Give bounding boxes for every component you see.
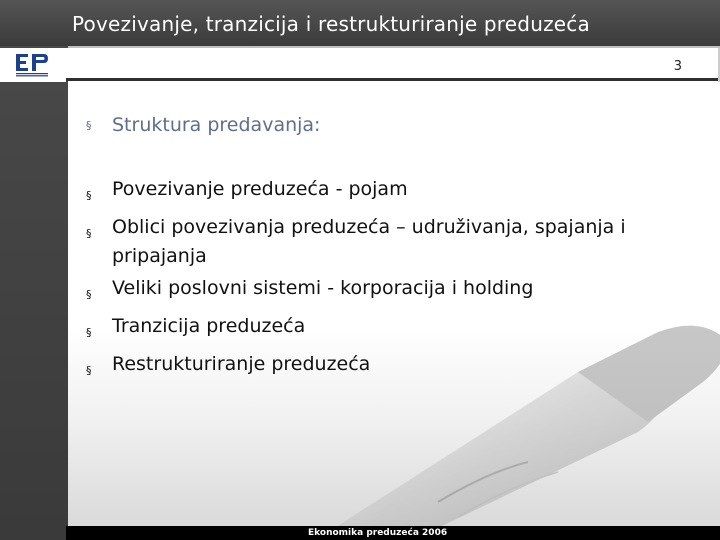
section-heading	[86, 114, 320, 136]
heading-text: Struktura predavanja:	[112, 114, 321, 136]
list-item-text: Restrukturiranje preduzeća	[112, 353, 371, 375]
slide-number: 3	[673, 59, 682, 74]
bullet-marker: §	[86, 288, 92, 301]
title-bar	[0, 0, 720, 46]
slide-title: Povezivanje, tranzicija i restrukturiranje preduzeća	[72, 12, 590, 36]
header-strip	[66, 48, 718, 81]
bullet-marker: §	[86, 227, 92, 240]
list-item	[86, 312, 696, 347]
list-item-text: Tranzicija preduzeća	[112, 315, 306, 337]
logo	[0, 48, 66, 82]
list-item	[86, 350, 696, 385]
list-item	[86, 175, 696, 210]
list-item	[86, 274, 696, 309]
bullet-marker: §	[86, 189, 92, 202]
bullet-marker: §	[86, 119, 92, 132]
list-item-text: Povezivanje preduzeća - pojam	[112, 178, 408, 200]
ep-logo-icon	[14, 52, 52, 78]
slide-content	[68, 82, 720, 530]
list-item-text: Oblici povezivanja preduzeća – udruživanja, spajanja i pripajanja	[112, 216, 626, 267]
topic-list	[86, 175, 696, 388]
bullet-marker: §	[86, 326, 92, 339]
list-item	[86, 213, 696, 271]
bullet-marker: §	[86, 364, 92, 377]
footer-text: Ekonomika preduzeća 2006	[308, 528, 448, 538]
list-item-text: Veliki poslovni sistemi - korporacija i holding	[112, 277, 534, 299]
